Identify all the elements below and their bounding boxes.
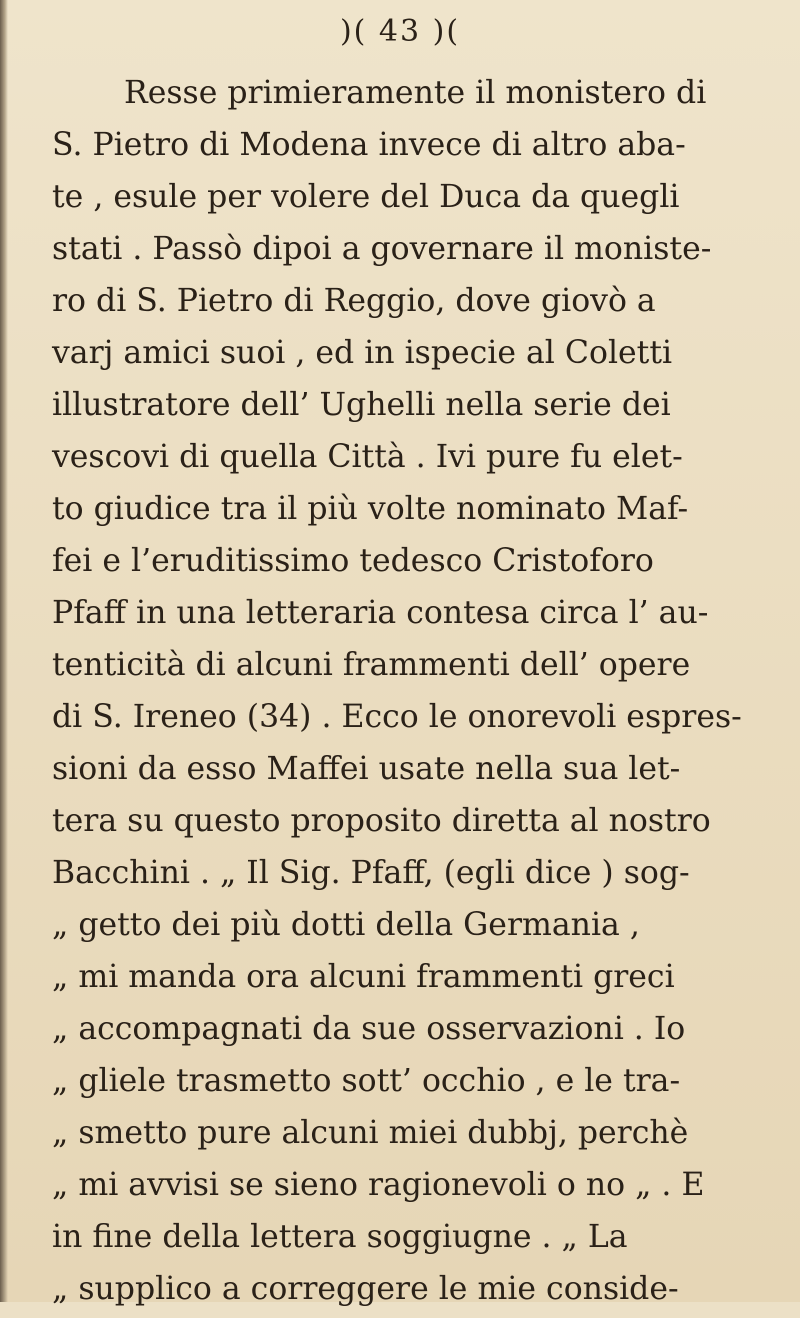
text-line: „ accompagnati da sue osservazioni . Io (52, 1011, 686, 1047)
text-line: „ gliele trasmetto sott’ occhio , e le tra- (52, 1063, 681, 1099)
text-line: „ smetto pure alcuni miei dubbj, perchè (52, 1115, 689, 1151)
text-line: tera su questo proposito diretta al nostro (52, 803, 711, 839)
text-line: „ mi avvisi se sieno ragionevoli o no „ . E (52, 1167, 705, 1203)
text-line: stati . Passò dipoi a governare il moniste- (52, 231, 712, 267)
text-line: Pfaff in una letteraria contesa circa l’ au- (52, 595, 709, 631)
page-edge-shadow (0, 0, 8, 1302)
text-line: „ supplico a correggere le mie conside- (52, 1271, 679, 1307)
text-line: illustratore dell’ Ughelli nella serie dei (52, 387, 671, 423)
text-line: di S. Ireneo (34) . Ecco le onorevoli espres- (52, 699, 742, 735)
text-line: „ mi manda ora alcuni frammenti greci (52, 959, 675, 995)
text-line: te , esule per volere del Duca da quegli (52, 179, 680, 215)
text-line: in fine della lettera soggiugne . „ La (52, 1219, 628, 1255)
page-number-header: )( 43 )( (339, 14, 461, 49)
text-line: sioni da esso Maffei usate nella sua let- (52, 751, 681, 787)
text-line: to giudice tra il più volte nominato Maf- (52, 491, 689, 527)
text-line: Resse primieramente il monistero di (124, 75, 707, 111)
text-line: varj amici suoi , ed in ispecie al Coletti (52, 335, 673, 371)
text-line: ro di S. Pietro di Reggio, dove giovò a (52, 283, 656, 319)
text-line: „ getto dei più dotti della Germania , (52, 907, 640, 943)
text-line: Bacchini . „ Il Sig. Pfaff, (egli dice ) sog- (52, 855, 690, 891)
text-line: tenticità di alcuni frammenti dell’ opere (52, 647, 691, 683)
text-line: fei e l’eruditissimo tedesco Cristoforo (52, 543, 654, 579)
text-line: S. Pietro di Modena invece di altro aba- (52, 127, 686, 163)
text-line: vescovi di quella Città . Ivi pure fu elet- (52, 439, 683, 475)
